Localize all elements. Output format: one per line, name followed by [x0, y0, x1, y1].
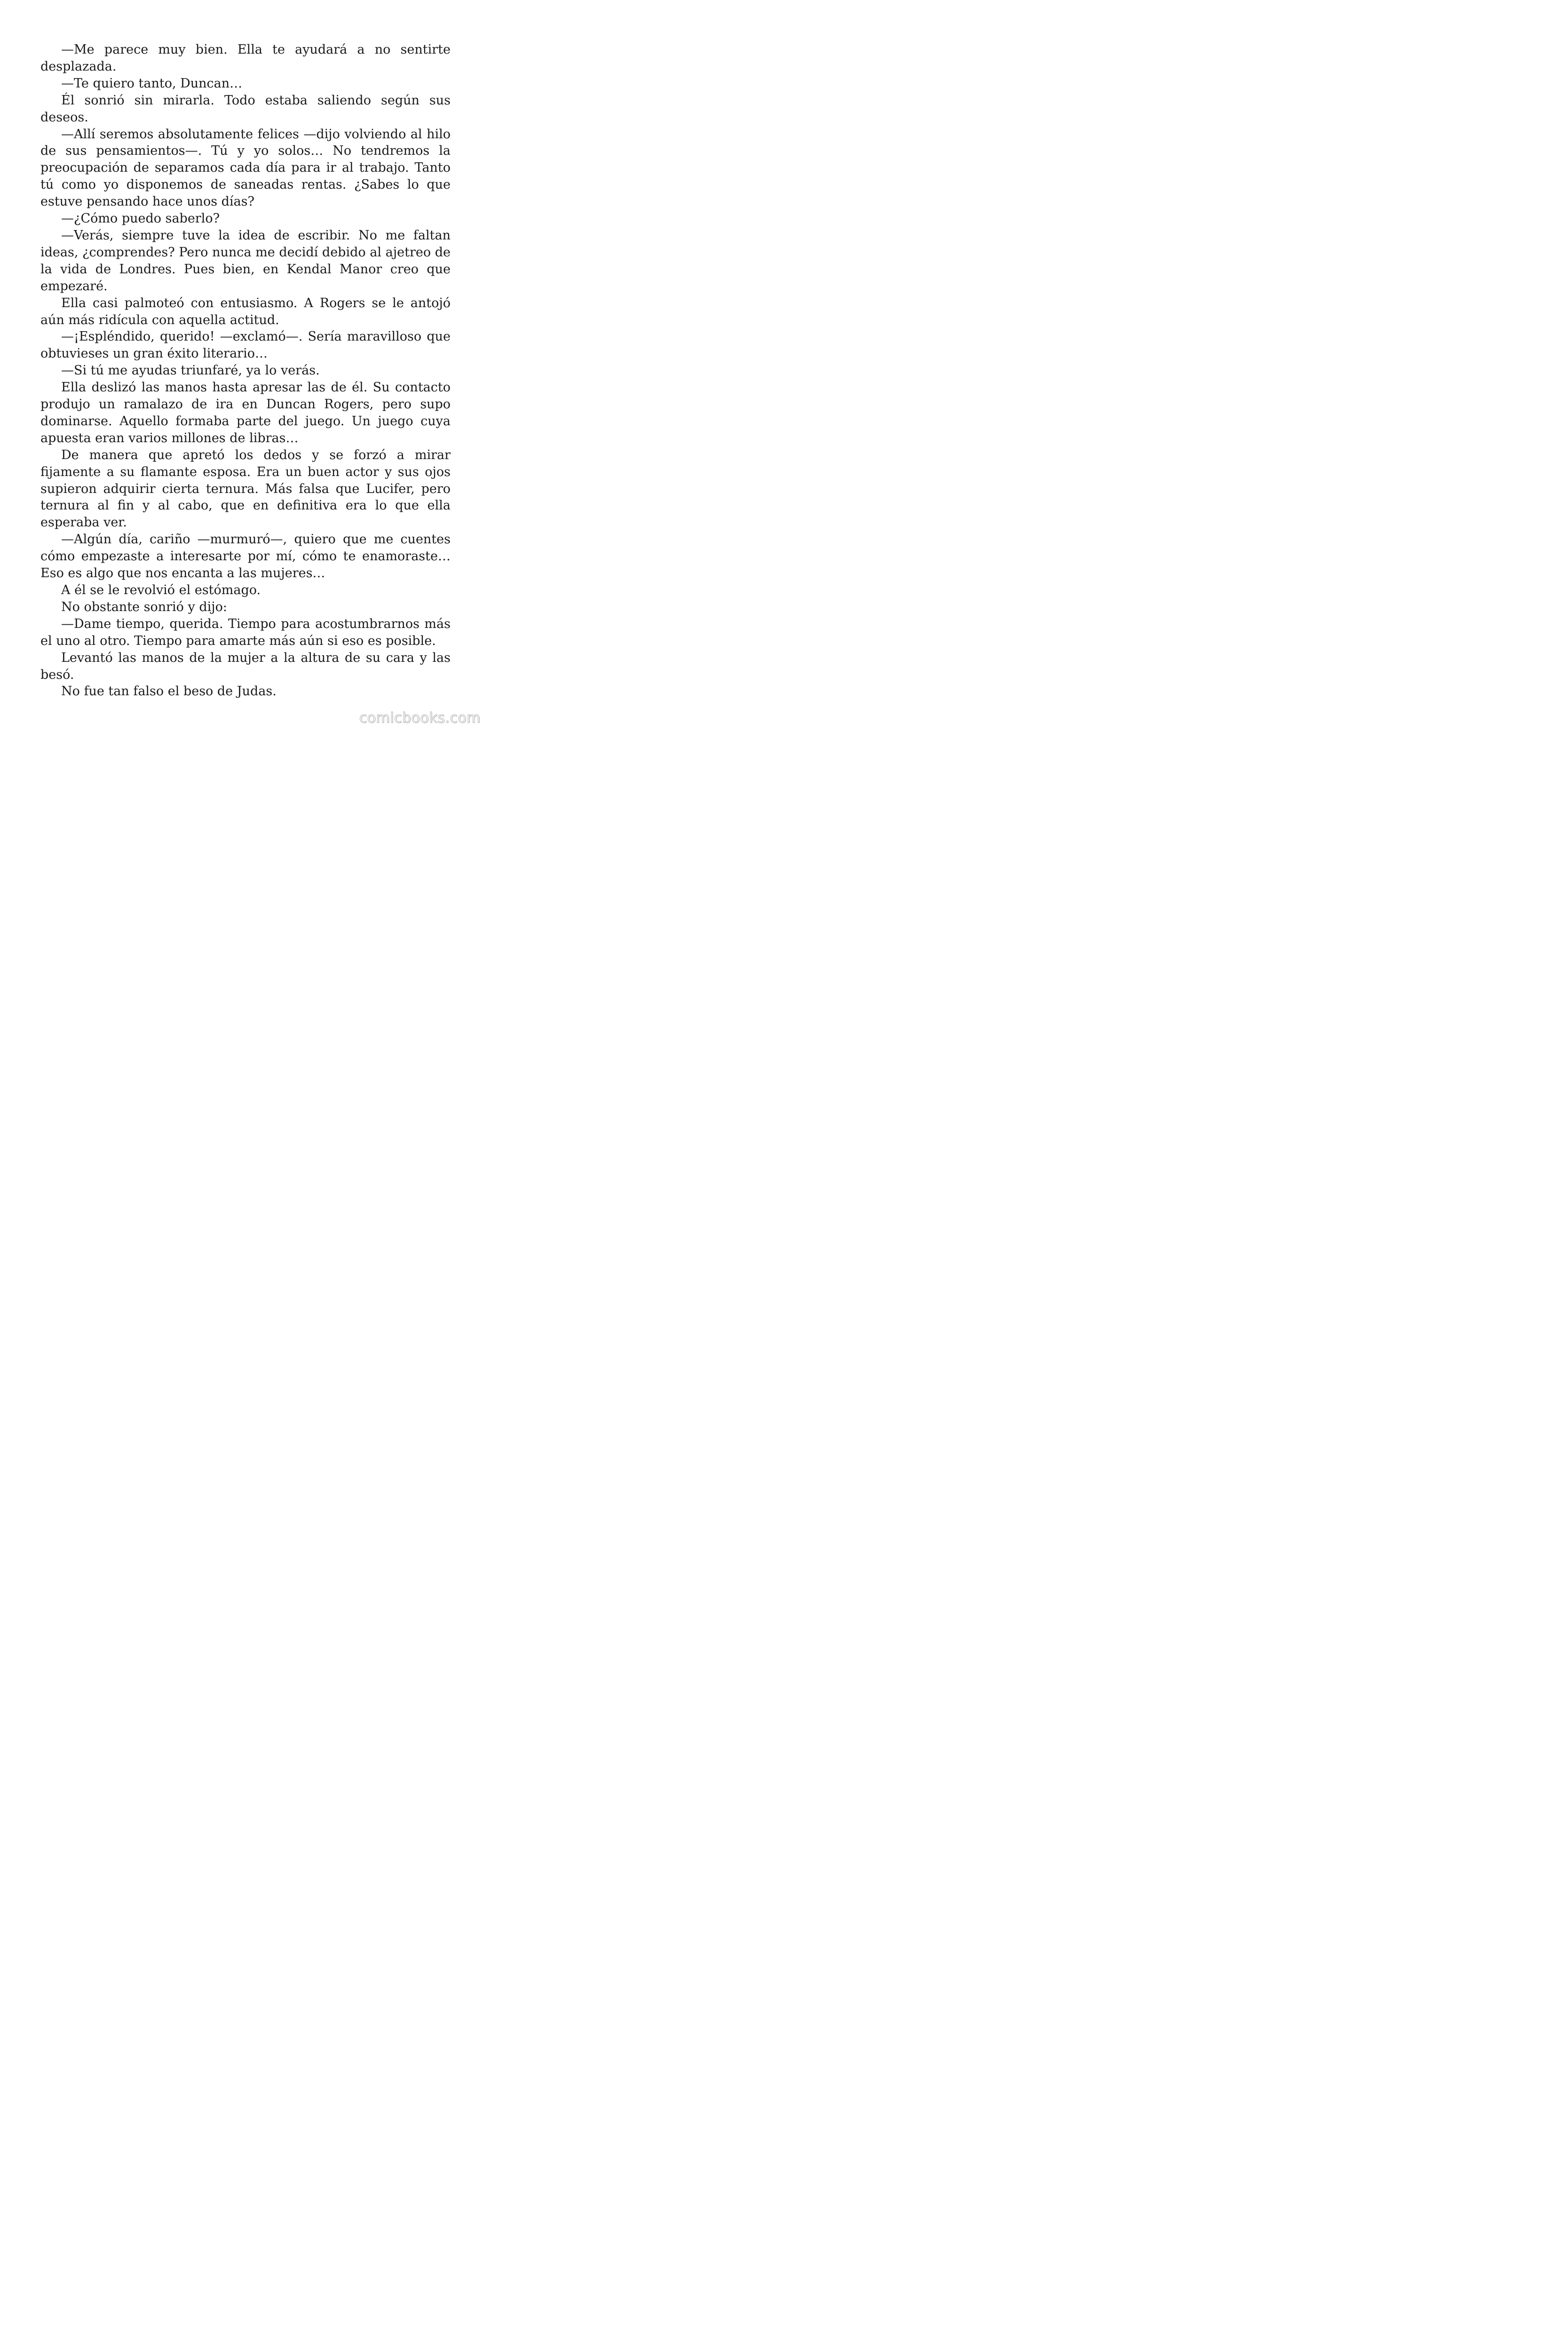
- paragraph: A él se le revolvió el estómago.: [61, 583, 261, 597]
- page-body: [40, 41, 451, 700]
- paragraph: Ella deslizó las manos hasta apresar las de él. Su contacto produjo un ramalazo de ira en Duncan Rogers, pero supo dominarse. Aquello formaba parte del juego. Un juego cuya apuesta eran varios millones de libras…: [40, 380, 451, 445]
- paragraph: De manera que apretó los dedos y se forzó a mirar fijamente a su flamante esposa. Era un buen actor y sus ojos supieron adquirir cierta ternura. Más falsa que Lucifer, pero ternura al fin y al cabo, que en definitiva era lo que ella esperaba ver.: [40, 447, 451, 530]
- paragraph: Levantó las manos de la mujer a la altura de su cara y las besó.: [40, 650, 451, 682]
- paragraph: Ella casi palmoteó con entusiasmo. A Rogers se le antojó aún más ridícula con aquella actitud.: [40, 295, 451, 327]
- paragraph: —Me parece muy bien. Ella te ayudará a no sentirte desplazada.: [40, 42, 451, 74]
- paragraph: —Si tú me ayudas triunfaré, ya lo verás.: [61, 363, 320, 378]
- watermark: comicbooks.com: [359, 710, 481, 726]
- paragraph: Él sonrió sin mirarla. Todo estaba saliendo según sus deseos.: [40, 93, 451, 125]
- paragraph: —Te quiero tanto, Duncan…: [61, 76, 243, 91]
- paragraph: —Verás, siempre tuve la idea de escribir. No me faltan ideas, ¿comprendes? Pero nunca me decidí debido al ajetreo de la vida de Londres. Pues bien, en Kendal Manor creo que empezaré.: [40, 228, 451, 294]
- paragraph: No obstante sonrió y dijo:: [61, 599, 227, 614]
- paragraph: —Algún día, cariño —murmuró—, quiero que me cuentes cómo empezaste a interesarte por mí, cómo te enamoraste… Eso es algo que nos encanta a las mujeres…: [40, 532, 451, 581]
- paragraph: —¡Espléndido, querido! —exclamó—. Sería maravilloso que obtuvieses un gran éxito literario…: [40, 329, 451, 361]
- paragraph: —Dame tiempo, querida. Tiempo para acostumbrarnos más el uno al otro. Tiempo para amarte más aún si eso es posible.: [40, 616, 451, 648]
- paragraph: No fue tan falso el beso de Judas.: [61, 684, 277, 699]
- paragraph: —Allí seremos absolutamente felices —dijo volviendo al hilo de sus pensamientos—. Tú y yo solos… No tendremos la preocupación de separamos cada día para ir al trabajo. Tanto tú como yo disponemos de saneadas rentas. ¿Sabes lo que estuve pensando hace unos días?: [40, 127, 451, 209]
- paragraph: —¿Cómo puedo saberlo?: [61, 211, 220, 226]
